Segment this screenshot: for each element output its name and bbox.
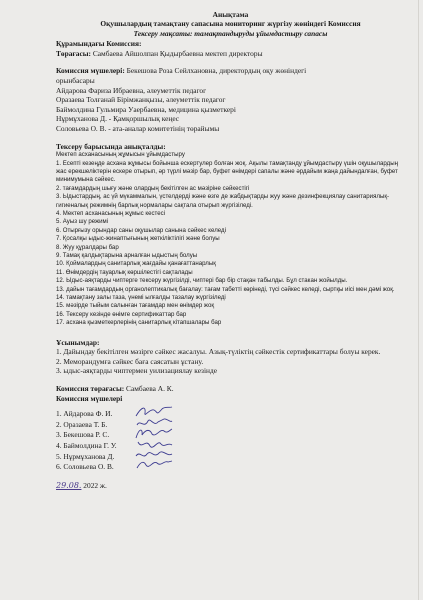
finding-item: 14. тамақтану залы таза, үнемі ылғалды тазалау жүргізіледі: [56, 294, 226, 302]
chair-value: Самбаева Айшолпан Қыдырбаевна мектеп директоры: [91, 48, 263, 58]
signature-name: 3. Бекешова Р. С.: [56, 430, 110, 440]
inspection-purpose: Тексеру мақсаты: тамақтандыруды ұйымдастыру сапасы: [133, 28, 328, 38]
member-item: Баймолдина Гульмира Уаербаевна, медицина қызметкері: [56, 104, 236, 114]
member-item: Оразаева Толғанай Бірімжанқызы, әлеуметтік педагог: [56, 95, 226, 105]
signature-row: [56, 452, 405, 463]
finding-item: 13. дайын тағамдардың органолептикалық бағалау: тағам табетті көрінеді, түсі сәйкес келеді, сыртқы иісі мен дәмі жоқ.: [56, 285, 395, 293]
recommendation-item: 1. Дайындау бекітілген мәзірге сәйкес жасалуы. Азық-түліктің сәйкестік сертификаттары болуы керек.: [56, 347, 381, 357]
finding-item: 12. Ыдыс-аяқтарды чиптерге тексеру жүргізілді, чиптері бар бір стақан табылды. Бұл стакан жойылды.: [56, 277, 348, 285]
handwritten-date: 29.08.: [56, 480, 82, 490]
signature-name: 6. Соловьева О. В.: [56, 462, 114, 472]
recommendation-item: 3. ыдыс-аяқтарды чиптермен уилизациялау кезінде: [56, 366, 218, 376]
finding-item: 10. Қоймалардың санитарлық жағдайы қанағаттанарлық: [56, 260, 216, 268]
member-item: Нұрмұханова Д. - Қамқоршылық кеңес: [56, 114, 180, 124]
sign-members-label: Комиссия мүшелері: [56, 393, 123, 403]
finding-item: 9. Тамақ қалдықтарына арналған ыдыстың болуы: [56, 252, 198, 260]
finding-item: 2. тағамдардың шығу және олардың бекітілген ас мәзіріне сәйкестігі: [56, 184, 250, 192]
members-line: [56, 66, 405, 76]
chair-label: Төрағасы:: [56, 48, 91, 58]
signature-name: 1. Айдарова Ф. И.: [56, 409, 113, 419]
finding-item: 8. Жуу құралдары бар: [56, 243, 119, 251]
findings-subheading: Мектеп асханасының жұмысын ұйымдастыру: [56, 151, 185, 159]
recommendation-item: 2. Меморандумға сәйкес баға саясатын ұстану.: [56, 356, 204, 366]
finding-item: 15. мәзірде тыйым салынған тағамдар мен өнімдер жоқ: [56, 302, 215, 310]
document-title: Анықтама: [212, 10, 249, 19]
findings-heading: Тексеру барысында анықталды:: [56, 141, 166, 151]
handwritten-signature: [134, 457, 174, 473]
finding-item: 11. Өнімдердің тауарлық көршілестігі сақталады: [56, 268, 193, 276]
document-subtitle: Оқушылардың тамақтану сапасына мониторинг жүргізу жөніндегі Комиссия: [100, 19, 361, 29]
member-item: Айдарова Фариза Ибраевна, әлеуметтік педагог: [56, 85, 207, 95]
sign-chair-value: Самбаева А. К.: [124, 384, 174, 394]
finding-item: 16. Тексеру кезінде өнімге сертификаттар бар: [56, 310, 187, 318]
members-first-cont: орынбасары: [56, 76, 95, 85]
findings-list: [56, 151, 405, 328]
finding-item: 17. асхана қызметкерлерінің санитарлық кітапшалары бар: [56, 319, 222, 327]
finding-item: 5. Ауыз шу режимі: [56, 218, 109, 226]
document-header: [56, 10, 405, 38]
signature-row: [56, 462, 405, 473]
date-year: 2022 ж.: [81, 480, 107, 490]
page-fold-line: [418, 0, 419, 600]
signature-row: [56, 420, 405, 431]
finding-item: 3. Ыдыстардың, ас үй мүкаммалын, үстелдерді және өзге де жабдықтарды жуу және дезинфекциялау санитариялық-гигиеналық режимнің барлық нормалары сақтала отырып жүргізіледі.: [56, 193, 390, 209]
sign-chair-label: Комиссия төрағасы:: [56, 384, 125, 394]
finding-item: 1. Есепті кезеңде асхана жұмысы бойынша ескертулер болған жоқ. Ақылы тамақтанду ұйымдастыру үшін оқушылардың жас ерекшеліктерін ескере отырып, әр түрлі мәзір бар, буфет өнімдері сапалы және әрдайым жаңа дайындалған, буфет минимумына сәйкес.: [56, 159, 398, 184]
document-date: [56, 481, 405, 491]
members-first: Бекешова Роза Сейлхановна, директордың оқу жөніндегі: [124, 66, 307, 76]
recommendations-heading: Ұсынымдар:: [56, 337, 100, 347]
finding-item: 7. Қосалқы ыдыс-жинаптығының жеткіліктілігі және болуы: [56, 235, 220, 243]
member-item: Соловьева О. В. - ата-аналар комитетінің төрайымы: [56, 123, 220, 133]
signature-row: [56, 409, 405, 420]
members-label: Комиссия мүшелері:: [56, 66, 125, 76]
finding-item: 6. Отырғызу орындар саны оқушылар санына сәйкес келеді: [56, 226, 226, 234]
signature-name: 5. Нұрмұханова Д.: [56, 451, 115, 461]
signature-row: [56, 441, 405, 452]
composition-heading: Құрамындағы Комиссия:: [56, 39, 142, 49]
finding-item: 4. Мектеп асханасының жұмыс кестесі: [56, 210, 166, 217]
chair-line: [56, 49, 405, 59]
signature-row: [56, 430, 405, 441]
signature-name: 4. Баймолдина Г. У.: [56, 441, 117, 451]
sign-chair-line: [56, 384, 405, 394]
signature-name: 2. Оразаева Т. Б.: [56, 419, 108, 429]
